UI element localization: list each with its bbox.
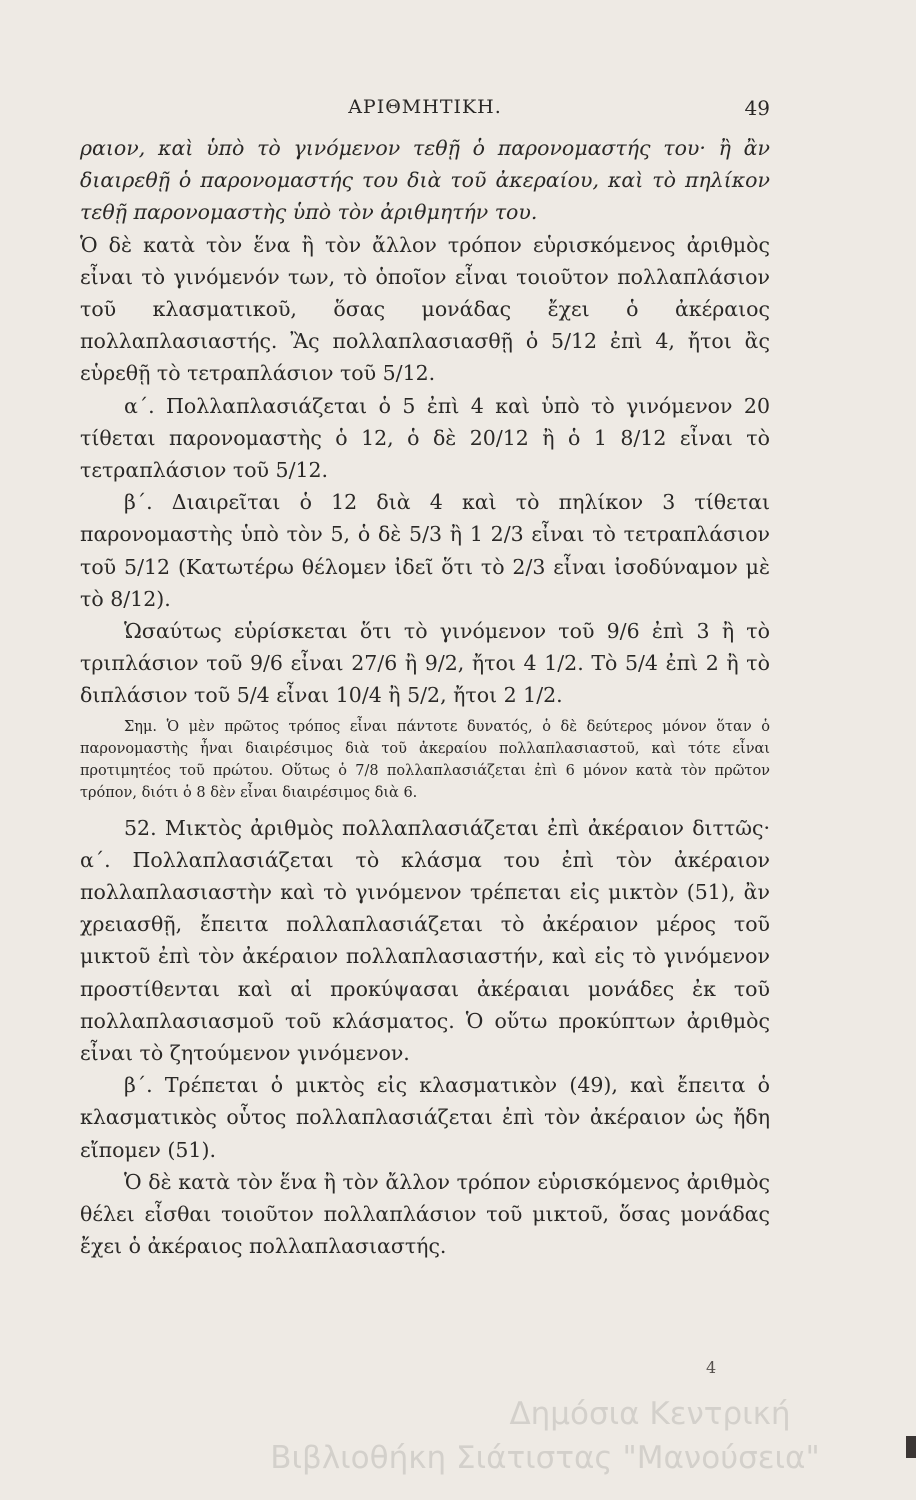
stamp-mark: 4 — [706, 1358, 717, 1377]
watermark-line: Βιβλιοθήκη Σιάτιστας "Μανούσεια" — [270, 1440, 820, 1476]
paragraph: β΄. Τρέπεται ὁ μικτὸς εἰς κλασματικὸν (49), καὶ ἔπειτα ὁ κλασματικὸς οὗτος πολλαπλασιάζεται ἐπὶ τὸν ἀκέραιον ὡς ἤδη εἴπομεν (51). — [80, 1073, 770, 1162]
paragraph: Ὁ δὲ κατὰ τὸν ἕνα ἢ τὸν ἄλλον τρόπον εὑρισκόμενος ἀριθμὸς θέλει εἶσθαι τοιοῦτον πολλαπλάσιον τοῦ μικτοῦ, ὅσας μονάδας ἔχει ὁ ἀκέραιος πολλαπλασιαστής. — [80, 1169, 770, 1259]
paragraph: α΄. Πολλαπλασιάζεται ὁ 5 ἐπὶ 4 καὶ ὑπὸ τὸ γινόμενον 20 τίθεται παρονομαστὴς ὁ 12, ὁ δὲ 20/12 ἢ ὁ 1 8/12 εἶναι τὸ τετραπλάσιον τοῦ 5/12. — [80, 393, 770, 483]
watermark-line: Δημόσια Κεντρική — [509, 1396, 791, 1432]
body-text — [80, 132, 770, 1263]
footnote: Σημ. Ὁ μὲν πρῶτος τρόπος εἶναι πάντοτε δυνατός, ὁ δὲ δεύτερος μόνον ὅταν ὁ παρονομαστὴς ἦναι διαιρέσιμος διὰ τοῦ ἀκεραίου πολλαπλασιαστοῦ, καὶ τότε εἶναι προτιμητέος τοῦ πρώτου. Οὕτως ὁ 7/8 πολλαπλασιάζεται ἐπὶ 6 μόνον κατὰ τὸν πρῶτον τρόπον, διότι ὁ 8 δὲν εἶναι διαιρέσιμος διὰ 6. — [80, 718, 770, 801]
paragraph: Ὡσαύτως εὑρίσκεται ὅτι τὸ γινόμενον τοῦ 9/6 ἐπὶ 3 ἢ τὸ τριπλάσιον τοῦ 9/6 εἶναι 27/6 ἢ 9/2, ἤτοι 4 1/2. Τὸ 5/4 ἐπὶ 2 ἢ τὸ διπλάσιον τοῦ 5/4 εἶναι 10/4 ἢ 5/2, ἤτοι 2 1/2. — [80, 619, 770, 708]
paragraph: ραιον, καὶ ὑπὸ τὸ γινόμενον τεθῇ ὁ παρονομαστής του· ἢ ἂν διαιρεθῇ ὁ παρονομαστής του διὰ τοῦ ἀκεραίου, καὶ τὸ πηλίκον τεθῇ παρονομαστὴς ὑπὸ τὸν ἀριθμητήν του. — [80, 136, 770, 225]
page-header — [80, 96, 770, 126]
running-title: ΑΡΙΘΜΗΤΙΚΗ. — [348, 96, 502, 118]
library-watermark — [200, 1392, 890, 1480]
paragraph: β΄. Διαιρεῖται ὁ 12 διὰ 4 καὶ τὸ πηλίκον 3 τίθεται παρονομαστὴς ὑπὸ τὸν 5, ὁ δὲ 5/3 ἢ 1 2/3 εἶναι τὸ τετραπλάσιον τοῦ 5/12 (Κατωτέρω θέλομεν ἰδεῖ ὅτι τὸ 2/3 εἶναι ἰσοδύναμον μὲ τὸ 8/12). — [80, 490, 770, 611]
page-number: 49 — [744, 96, 770, 120]
paragraph: 52. Μικτὸς ἀριθμὸς πολλαπλασιάζεται ἐπὶ ἀκέραιον διττῶς· α΄. Πολλαπλασιάζεται τὸ κλάσμα του ἐπὶ τὸν ἀκέραιον πολλαπλασιαστὴν καὶ τὸ γινόμενον τρέπεται εἰς μικτὸν (51), ἂν χρειασθῇ, ἔπειτα πολλαπλασιάζεται τὸ ἀκέραιον μέρος τοῦ μικτοῦ ἐπὶ τὸν ἀκέραιον πολλαπλασιαστήν, καὶ εἰς τὸ γινόμενον προστίθενται καὶ αἱ προκύψασαι ἀκέραιαι μονάδες ἐκ τοῦ πολλαπλασιασμοῦ τοῦ κλάσματος. Ὁ οὕτω προκύπτων ἀριθμὸς εἶναι τὸ ζητούμενον γινόμενον. — [80, 815, 770, 1066]
paragraph: Ὁ δὲ κατὰ τὸν ἕνα ἢ τὸν ἄλλον τρόπον εὑρισκόμενος ἀριθμὸς εἶναι τὸ γινόμενόν των, τὸ ὁποῖον εἶναι τοιοῦτον πολλαπλάσιον τοῦ κλασματικοῦ, ὅσας μονάδας ἔχει ὁ ἀκέραιος πολλαπλασιαστής. Ἂς πολλαπλασιασθῇ ὁ 5/12 ἐπὶ 4, ἤτοι ἂς εὑρεθῇ τὸ τετραπλάσιον τοῦ 5/12. — [80, 232, 770, 386]
edge-mark — [906, 1436, 916, 1458]
